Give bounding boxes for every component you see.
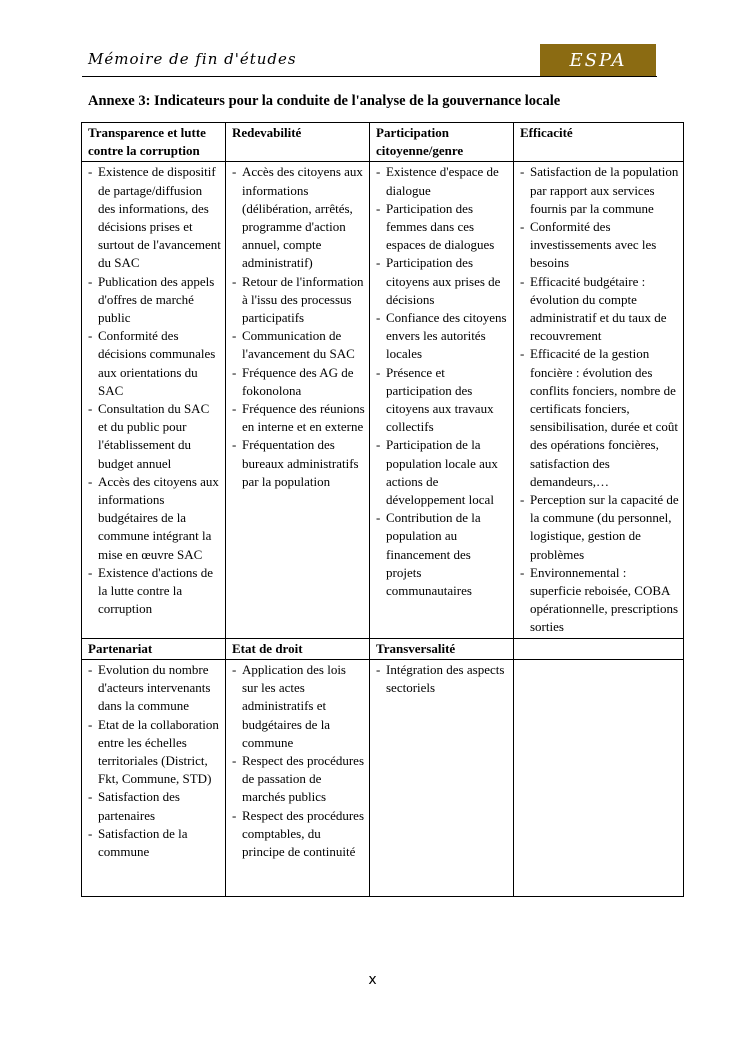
header-badge: ESPA <box>540 44 656 76</box>
indicator-item: - Fréquence des réunions en interne et en externe <box>232 400 365 436</box>
indicator-item: - Participation des femmes dans ces espaces de dialogues <box>376 200 509 255</box>
indicator-item: - Publication des appels d'offres de marché public <box>88 273 221 328</box>
indicator-item: - Confiance des citoyens envers les autorités locales <box>376 309 509 364</box>
cell-etat-de-droit <box>226 659 370 896</box>
cell-transversalite <box>370 659 514 896</box>
indicator-item: - Existence d'espace de dialogue <box>376 163 509 199</box>
indicators-table <box>81 122 684 897</box>
col-heading-efficacite: Efficacité <box>514 123 684 162</box>
indicator-list <box>88 661 221 861</box>
indicator-item: - Fréquence des AG de fokonolona <box>232 364 365 400</box>
content-row-2 <box>82 659 684 896</box>
indicator-item: - Consultation du SAC et du public pour l'établissement du budget annuel <box>88 400 221 473</box>
content-row-1 <box>82 162 684 638</box>
col-heading-transparence: Transparence et lutte contre la corruption <box>82 123 226 162</box>
indicator-item: - Accès des citoyens aux informations (délibération, arrêtés, programme d'action annuel, compte administratif) <box>232 163 365 272</box>
col-heading-empty <box>514 638 684 659</box>
indicator-item: - Satisfaction de la commune <box>88 825 221 861</box>
cell-participation <box>370 162 514 638</box>
col-heading-participation: Participation citoyenne/genre <box>370 123 514 162</box>
cell-transparence <box>82 162 226 638</box>
header-title: Mémoire de fin d'études <box>88 50 297 68</box>
header-row-2 <box>82 638 684 659</box>
indicator-item: - Respect des procédures de passation de marchés publics <box>232 752 365 807</box>
indicator-item: - Contribution de la population au financement des projets communautaires <box>376 509 509 600</box>
indicator-item: - Environnemental : superficie reboisée, COBA opérationnelle, prescriptions sorties <box>520 564 679 637</box>
indicator-list <box>376 163 509 600</box>
col-heading-partenariat: Partenariat <box>82 638 226 659</box>
cell-redevabilite <box>226 162 370 638</box>
indicator-list <box>88 163 221 618</box>
indicator-item: - Intégration des aspects sectoriels <box>376 661 509 697</box>
col-heading-etat-de-droit: Etat de droit <box>226 638 370 659</box>
indicator-item: - Evolution du nombre d'acteurs intervenants dans la commune <box>88 661 221 716</box>
indicator-item: - Application des lois sur les actes administratifs et budgétaires de la commune <box>232 661 365 752</box>
indicator-item: - Communication de l'avancement du SAC <box>232 327 365 363</box>
annex-title: Annexe 3: Indicateurs pour la conduite de l'analyse de la gouvernance locale <box>88 93 561 109</box>
col-heading-transversalite: Transversalité <box>370 638 514 659</box>
indicator-item: - Conformité des décisions communales aux orientations du SAC <box>88 327 221 400</box>
cell-partenariat <box>82 659 226 896</box>
indicator-item: - Retour de l'information à l'issu des processus participatifs <box>232 273 365 328</box>
indicator-item: - Etat de la collaboration entre les échelles territoriales (District, Fkt, Commune, STD) <box>88 716 221 789</box>
indicator-list <box>520 163 679 636</box>
indicator-item: - Respect des procédures comptables, du principe de continuité <box>232 807 365 862</box>
header-row-1 <box>82 123 684 162</box>
indicator-item: - Participation de la population locale aux actions de développement local <box>376 436 509 509</box>
indicator-list <box>376 661 509 697</box>
page-number: x <box>368 972 377 988</box>
indicator-item: - Conformité des investissements avec les besoins <box>520 218 679 273</box>
indicator-item: - Participation des citoyens aux prises de décisions <box>376 254 509 309</box>
indicator-item: - Existence d'actions de la lutte contre la corruption <box>88 564 221 619</box>
indicator-item: - Fréquentation des bureaux administratifs par la population <box>232 436 365 491</box>
cell-empty <box>514 659 684 896</box>
col-heading-redevabilite: Redevabilité <box>226 123 370 162</box>
indicator-item: - Satisfaction de la population par rapport aux services fournis par la commune <box>520 163 679 218</box>
header-divider <box>82 76 657 77</box>
indicator-item: - Présence et participation des citoyens aux travaux collectifs <box>376 364 509 437</box>
indicator-item: - Existence de dispositif de partage/diffusion des informations, des décisions prises et surtout de l'avancement du SAC <box>88 163 221 272</box>
indicator-item: - Efficacité budgétaire : évolution du compte administratif et du taux de recouvrement <box>520 273 679 346</box>
indicator-list <box>232 163 365 491</box>
cell-efficacite <box>514 162 684 638</box>
indicator-list <box>232 661 365 861</box>
indicator-item: - Satisfaction des partenaires <box>88 788 221 824</box>
indicator-item: - Efficacité de la gestion foncière : évolution des conflits fonciers, nombre de certificats fonciers, sensibilisation, durée et coût des opérations foncières, satisfaction des demandeurs,… <box>520 345 679 491</box>
indicator-item: - Perception sur la capacité de la commune (du personnel, logistique, gestion de problèmes <box>520 491 679 564</box>
indicator-item: - Accès des citoyens aux informations budgétaires de la commune intégrant la mise en œuvre SAC <box>88 473 221 564</box>
